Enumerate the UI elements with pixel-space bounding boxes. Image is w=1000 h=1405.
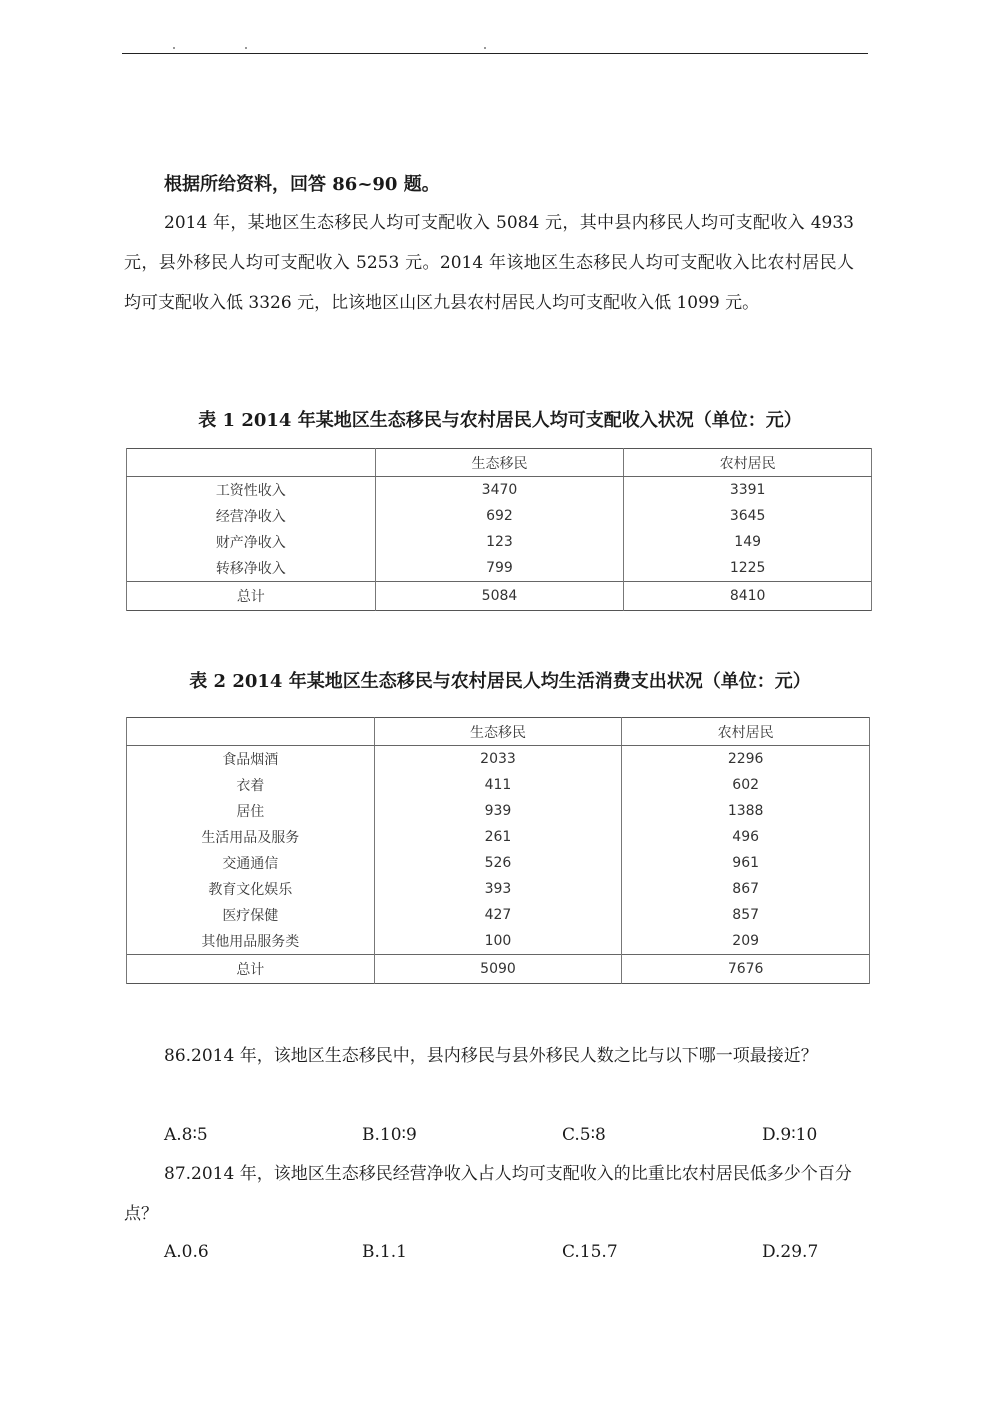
row-label: 医疗保健 <box>127 902 375 928</box>
cell-value: 209 <box>622 928 870 955</box>
cell-value: 100 <box>374 928 622 955</box>
cell-value: 8410 <box>624 582 872 611</box>
row-label: 生活用品及服务 <box>127 824 375 850</box>
q86-option-a: A.8∶5 <box>164 1125 208 1145</box>
cell-value: 3645 <box>624 503 872 529</box>
table-row <box>127 850 870 876</box>
header-cell: 生态移民 <box>374 718 622 746</box>
q87-option-b: B.1.1 <box>362 1242 407 1262</box>
income-table <box>126 448 872 611</box>
row-label: 居住 <box>127 798 375 824</box>
cell-value: 1225 <box>624 555 872 582</box>
table-row <box>127 529 872 555</box>
table-total-row <box>127 582 872 611</box>
header-cell: 农村居民 <box>624 449 872 477</box>
cell-value: 5090 <box>374 955 622 984</box>
cell-value: 123 <box>375 529 624 555</box>
cell-value: 602 <box>622 772 870 798</box>
cell-value: 867 <box>622 876 870 902</box>
row-label: 食品烟酒 <box>127 746 375 773</box>
row-label: 经营净收入 <box>127 503 376 529</box>
cell-value: 1388 <box>622 798 870 824</box>
table-row <box>127 876 870 902</box>
q87-option-a: A.0.6 <box>164 1242 209 1262</box>
q86-option-d: D.9∶10 <box>762 1125 818 1145</box>
table-row <box>127 772 870 798</box>
cell-value: 427 <box>374 902 622 928</box>
table-row <box>127 902 870 928</box>
row-label: 总计 <box>127 955 375 984</box>
table-row <box>127 503 872 529</box>
row-label: 教育文化娱乐 <box>127 876 375 902</box>
header-dot <box>173 47 175 49</box>
q87-option-c: C.15.7 <box>562 1242 618 1262</box>
q87-option-d: D.29.7 <box>762 1242 819 1262</box>
header-cell <box>127 718 375 746</box>
table-total-row <box>127 955 870 984</box>
table-row <box>127 477 872 504</box>
cell-value: 411 <box>374 772 622 798</box>
cell-value: 261 <box>374 824 622 850</box>
table2-caption: 表 2 2014 年某地区生态移民与农村居民人均生活消费支出状况（单位：元） <box>189 671 811 692</box>
cell-value: 5084 <box>375 582 624 611</box>
table-header-row <box>127 449 872 477</box>
intro-heading: 根据所给资料，回答 86~90 题。 <box>164 174 440 195</box>
table-row <box>127 746 870 773</box>
cell-value: 939 <box>374 798 622 824</box>
row-label: 工资性收入 <box>127 477 376 504</box>
table-header-row <box>127 718 870 746</box>
row-label: 其他用品服务类 <box>127 928 375 955</box>
table-row <box>127 798 870 824</box>
cell-value: 149 <box>624 529 872 555</box>
cell-value: 799 <box>375 555 624 582</box>
question-86-text: 86.2014 年，该地区生态移民中，县内移民与县外移民人数之比与以下哪一项最接近？ <box>164 1046 818 1066</box>
header-cell: 农村居民 <box>622 718 870 746</box>
question-87-text: 87.2014 年，该地区生态移民经营净收入占人均可支配收入的比重比农村居民低多少个百分点？ <box>124 1164 852 1224</box>
q86-option-c: C.5∶8 <box>562 1125 606 1145</box>
cell-value: 496 <box>622 824 870 850</box>
row-label: 转移净收入 <box>127 555 376 582</box>
header-cell <box>127 449 376 477</box>
table1-caption: 表 1 2014 年某地区生态移民与农村居民人均可支配收入状况（单位：元） <box>198 410 802 431</box>
row-label: 财产净收入 <box>127 529 376 555</box>
q86-option-b: B.10∶9 <box>362 1125 417 1145</box>
row-label: 交通通信 <box>127 850 375 876</box>
cell-value: 3391 <box>624 477 872 504</box>
cell-value: 2296 <box>622 746 870 773</box>
intro-paragraph: 2014 年，某地区生态移民人均可支配收入 5084 元，其中县内移民人均可支配收入 4933 元，县外移民人均可支配收入 5253 元。2014 年该地区生态移民人均可支配收入比农村居民人均可支配收入低 3326 元，比该地区山区九县农村居民人均可支配收入低 1099 元。 <box>124 213 854 313</box>
spending-table <box>126 717 870 984</box>
header-dot <box>484 47 486 49</box>
row-label: 总计 <box>127 582 376 611</box>
table-row <box>127 928 870 955</box>
table-row <box>127 555 872 582</box>
cell-value: 3470 <box>375 477 624 504</box>
header-cell: 生态移民 <box>375 449 624 477</box>
header-dot <box>245 47 247 49</box>
cell-value: 857 <box>622 902 870 928</box>
cell-value: 393 <box>374 876 622 902</box>
header-rule <box>122 53 868 54</box>
cell-value: 2033 <box>374 746 622 773</box>
cell-value: 7676 <box>622 955 870 984</box>
cell-value: 961 <box>622 850 870 876</box>
table-row <box>127 824 870 850</box>
cell-value: 692 <box>375 503 624 529</box>
row-label: 衣着 <box>127 772 375 798</box>
cell-value: 526 <box>374 850 622 876</box>
